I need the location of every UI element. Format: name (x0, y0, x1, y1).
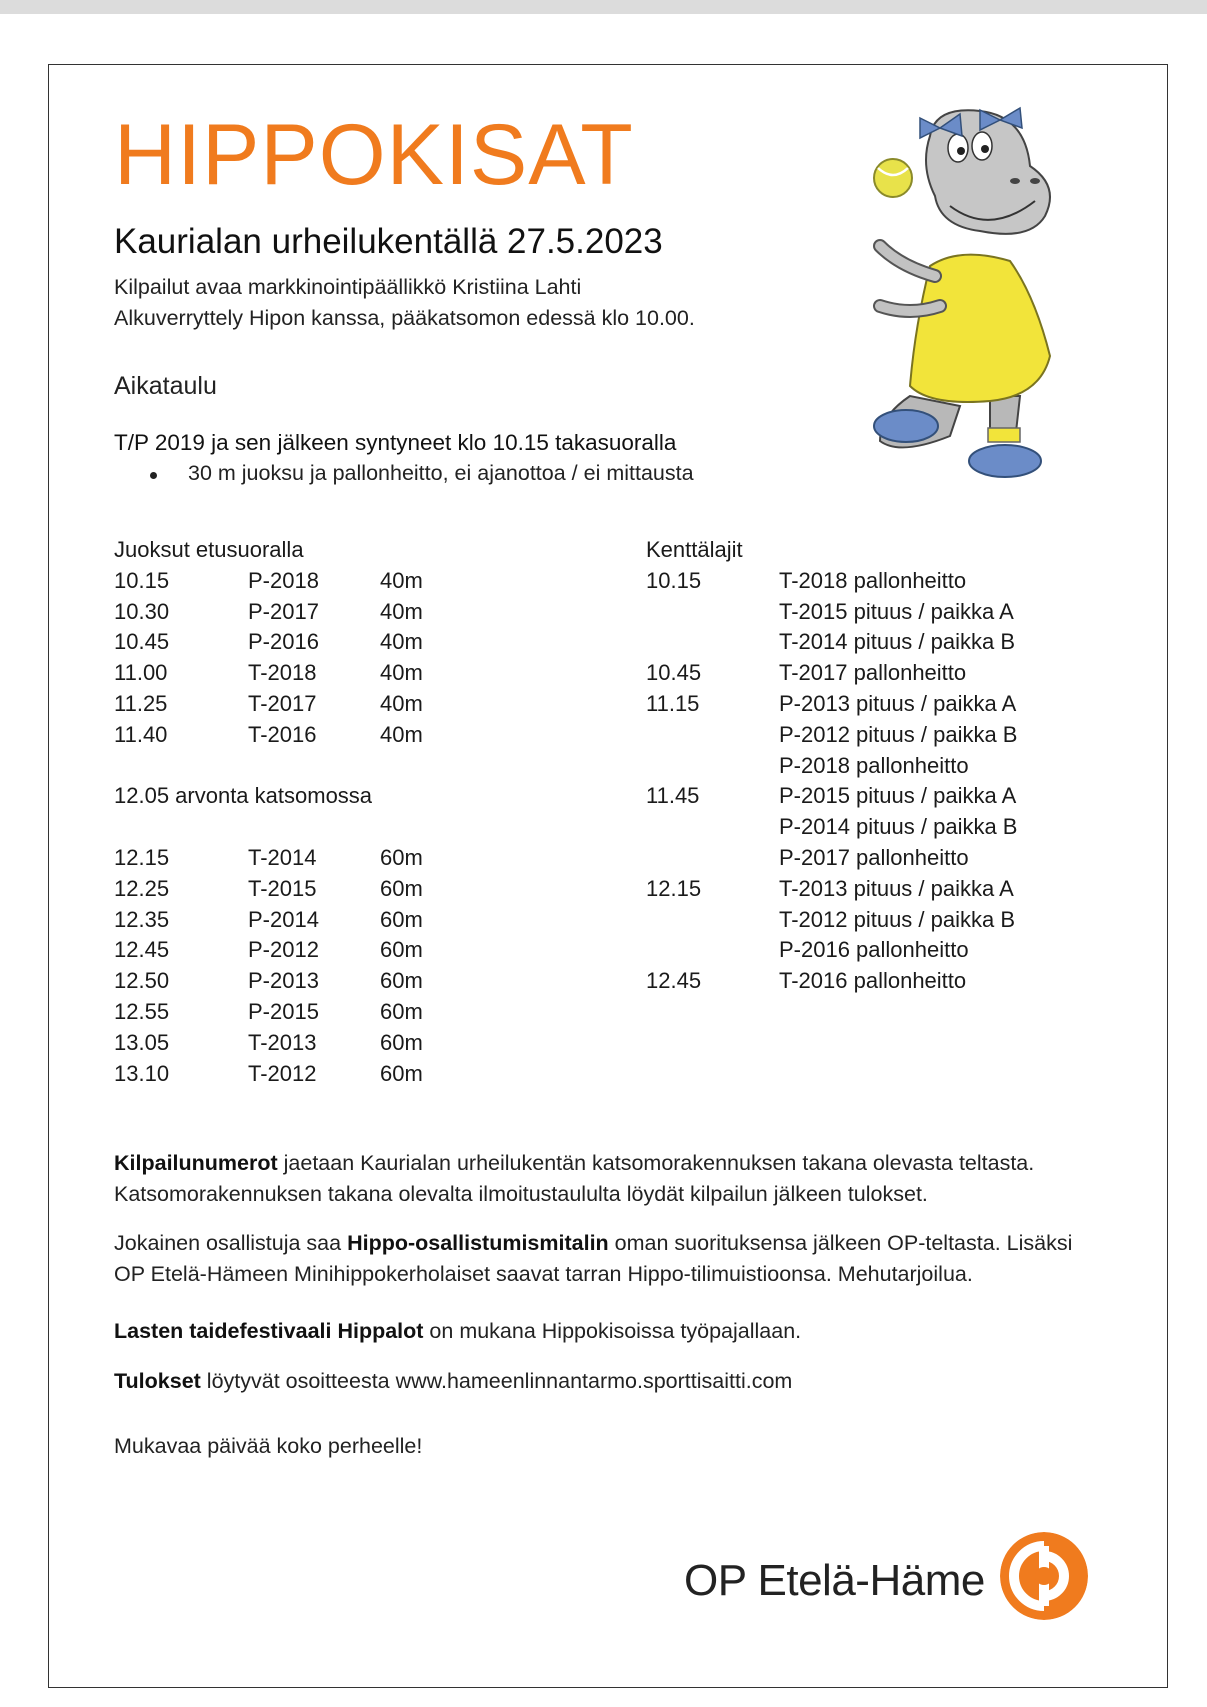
field-row (646, 966, 1126, 997)
field-row (646, 689, 1126, 720)
run-row (114, 689, 594, 720)
results-bold: Tulokset (114, 1369, 201, 1393)
field-event: T-2012 pituus / paikka B (779, 906, 1016, 932)
run-distance: 40m (380, 721, 423, 747)
field-event: P-2014 pituus / paikka B (779, 814, 1018, 840)
field-time: 11.15 (646, 690, 700, 716)
poster-title: HIPPOKISAT (114, 107, 634, 203)
run-distance: 60m (380, 1029, 423, 1055)
run-time: 12.55 (114, 998, 170, 1024)
field-event: T-2015 pituus / paikka A (779, 598, 1014, 624)
run-distance: 40m (380, 690, 423, 716)
run-distance: 60m (380, 906, 423, 932)
run-group: P-2015 (248, 998, 319, 1024)
top-strip (0, 0, 1207, 14)
run-distance: 40m (380, 567, 423, 593)
field-time: 11.45 (646, 783, 700, 809)
run-row (114, 966, 594, 997)
run-distance: 40m (380, 598, 423, 624)
field-row (646, 720, 1126, 751)
field-event: T-2018 pallonheitto (779, 567, 967, 593)
run-distance: 60m (380, 998, 423, 1024)
field-event: T-2016 pallonheitto (779, 968, 967, 994)
run-group: T-2016 (248, 721, 317, 747)
festival-text: on mukana Hippokisoissa työpajallaan. (423, 1319, 802, 1343)
field-time: 12.45 (646, 968, 702, 994)
medal-text-rest: oman suorituksensa jälkeen OP-teltasta. Lisäksi (608, 1231, 1073, 1255)
run-distance: 40m (380, 629, 423, 655)
run-time: 11.25 (114, 690, 168, 716)
bullet-icon (150, 472, 157, 479)
field-event: T-2014 pituus / paikka B (779, 629, 1016, 655)
run-time: 12.45 (114, 937, 170, 963)
run-time: 13.05 (114, 1029, 170, 1055)
closing-text: Mukavaa päivää koko perheelle! (114, 1434, 423, 1458)
field-column (646, 535, 1126, 997)
run-distance: 60m (380, 844, 423, 870)
tp-bullet-text: 30 m juoksu ja pallonheitto, ei ajanottoa / ei mittausta (188, 461, 694, 485)
op-logo-icon (1000, 1532, 1088, 1620)
run-group: T-2015 (248, 875, 317, 901)
run-distance: 60m (380, 968, 423, 994)
medal-text-start: Jokainen osallistuja saa (114, 1231, 348, 1255)
run-group: P-2018 (248, 567, 319, 593)
run-time: 11.00 (114, 660, 168, 686)
run-row (114, 1059, 594, 1090)
run-group: T-2018 (248, 660, 317, 686)
run-distance: 40m (380, 660, 423, 686)
field-event: T-2017 pallonheitto (779, 660, 967, 686)
results-paragraph (114, 1366, 1124, 1397)
field-row (646, 781, 1126, 812)
field-time: 12.15 (646, 875, 702, 901)
field-row (646, 812, 1126, 843)
run-row (114, 905, 594, 936)
field-row (646, 935, 1126, 966)
field-row (646, 751, 1126, 782)
run-group: P-2012 (248, 937, 319, 963)
field-row (646, 627, 1126, 658)
field-row (646, 874, 1126, 905)
run-time: 10.45 (114, 629, 170, 655)
hippo-mascot-illustration (840, 96, 1100, 496)
run-time: 11.40 (114, 721, 168, 747)
runs-heading: Juoksut etusuoralla (114, 537, 304, 562)
run-row (114, 843, 594, 874)
run-group: T-2017 (248, 690, 317, 716)
field-event: P-2012 pituus / paikka B (779, 721, 1018, 747)
field-row (646, 843, 1126, 874)
tp-heading: T/P 2019 ja sen jälkeen syntyneet klo 10.15 takasuoralla (114, 430, 677, 455)
field-row (646, 597, 1126, 628)
run-row (114, 1028, 594, 1059)
runs-list-b (114, 843, 594, 1089)
lottery-row (114, 781, 594, 812)
intro-line-warmup: Alkuverryttely Hipon kanssa, pääkatsomon edessä klo 10.00. (114, 306, 695, 330)
run-group: P-2014 (248, 906, 319, 932)
run-distance: 60m (380, 875, 423, 901)
field-event: P-2017 pallonheitto (779, 844, 969, 870)
results-board-text: Katsomorakennuksen takana olevalta ilmoitustaululta löydät kilpailun jälkeen tulokset. (114, 1182, 928, 1206)
run-group: P-2016 (248, 629, 319, 655)
intro-text (114, 272, 695, 334)
run-group: P-2017 (248, 598, 319, 624)
run-row (114, 627, 594, 658)
field-row (646, 566, 1126, 597)
medal-paragraph (114, 1228, 1124, 1290)
run-row (114, 874, 594, 905)
numbers-paragraph (114, 1148, 1124, 1210)
medal-bold: Hippo-osallistumismitalin (347, 1231, 609, 1255)
run-time: 12.25 (114, 875, 170, 901)
run-row (114, 566, 594, 597)
lottery-text: 12.05 arvonta katsomossa (114, 783, 373, 809)
run-row (114, 935, 594, 966)
field-event: P-2013 pituus / paikka A (779, 690, 1017, 716)
run-row (114, 997, 594, 1028)
field-event: T-2013 pituus / paikka A (779, 875, 1014, 901)
run-time: 10.15 (114, 567, 170, 593)
minihippo-text: OP Etelä-Hämeen Minihippokerholaiset saavat tarran Hippo-tilimuistioonsa. Mehutarjoilua. (114, 1262, 973, 1286)
run-time: 12.35 (114, 906, 170, 932)
run-distance: 60m (380, 1060, 423, 1086)
spacer (114, 812, 594, 843)
field-event: P-2015 pituus / paikka A (779, 783, 1017, 809)
festival-bold: Lasten taidefestivaali Hippalot (114, 1319, 424, 1343)
run-row (114, 720, 594, 751)
field-event: P-2016 pallonheitto (779, 937, 969, 963)
field-heading: Kenttälajit (646, 537, 743, 562)
run-group: T-2013 (248, 1029, 317, 1055)
runs-column (114, 535, 594, 1089)
run-group: P-2013 (248, 968, 319, 994)
festival-paragraph (114, 1316, 1124, 1347)
runs-list-a (114, 566, 594, 751)
field-row (646, 905, 1126, 936)
run-row (114, 658, 594, 689)
numbers-text: jaetaan Kaurialan urheilukentän katsomorakennuksen takana olevasta teltasta. (277, 1151, 1035, 1175)
results-text: löytyvät osoitteesta www.hameenlinnantarmo.sporttisaitti.com (200, 1369, 793, 1393)
op-logo-text: OP Etelä-Häme (684, 1556, 985, 1605)
run-time: 13.10 (114, 1060, 170, 1086)
intro-line-opening: Kilpailut avaa markkinointipäällikkö Kristiina Lahti (114, 275, 582, 299)
run-distance: 60m (380, 937, 423, 963)
field-event: P-2018 pallonheitto (779, 752, 969, 778)
run-time: 10.30 (114, 598, 170, 624)
run-row (114, 597, 594, 628)
field-list (646, 566, 1126, 997)
spacer (114, 751, 594, 782)
run-time: 12.15 (114, 844, 170, 870)
numbers-bold: Kilpailunumerot (114, 1151, 278, 1175)
field-time: 10.15 (646, 567, 702, 593)
run-group: T-2012 (248, 1060, 317, 1086)
run-time: 12.50 (114, 968, 170, 994)
poster-subtitle: Kaurialan urheilukentällä 27.5.2023 (114, 222, 663, 261)
run-group: T-2014 (248, 844, 317, 870)
schedule-heading: Aikataulu (114, 372, 217, 400)
field-time: 10.45 (646, 660, 702, 686)
field-row (646, 658, 1126, 689)
